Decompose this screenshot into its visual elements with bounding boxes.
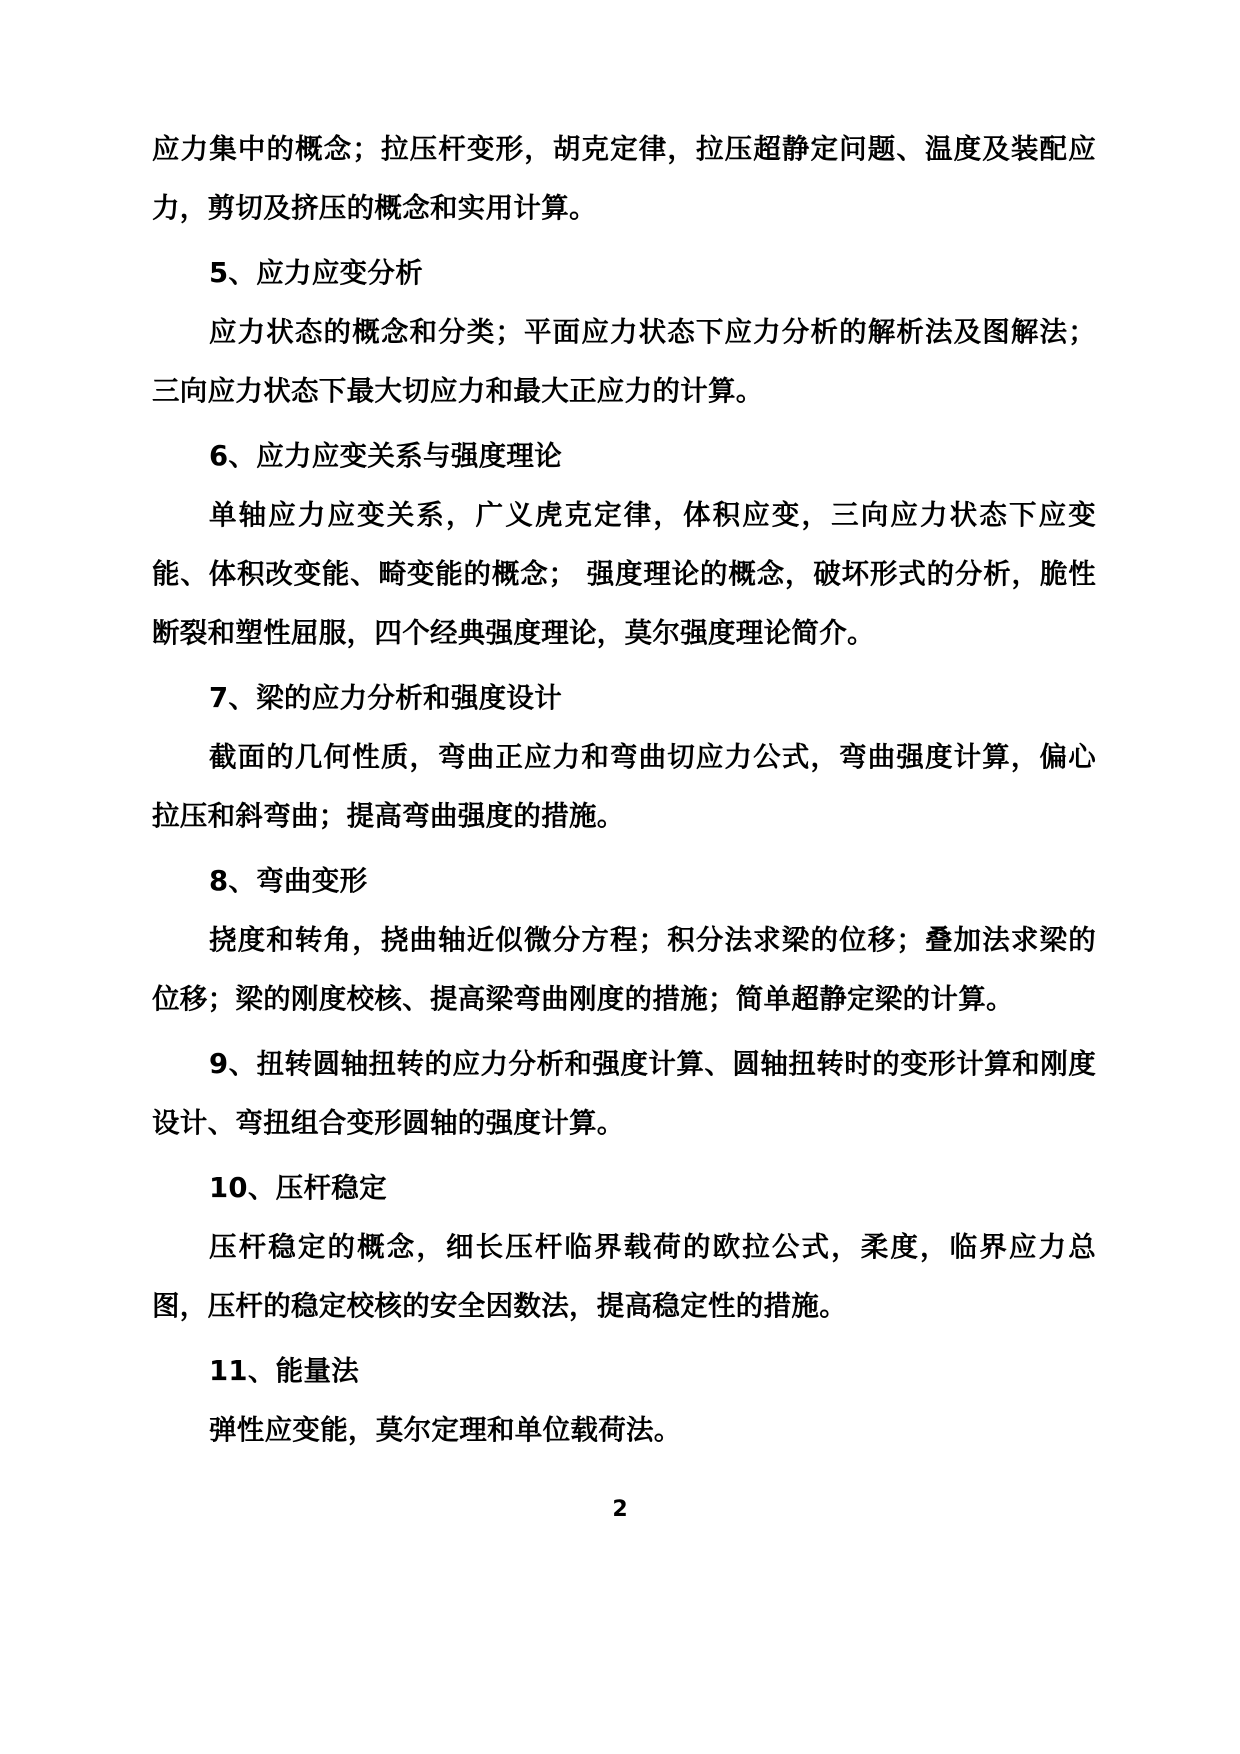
section-body-6: 单轴应力应变关系，广义虎克定律，体积应变，三向应力状态下应变能、体积改变能、畸变能的概念； 强度理论的概念，破坏形式的分析，脆性断裂和塑性屈服，四个经典强度理论，莫尔强度理论简介。 [152, 499, 1096, 649]
page-number: 2 [612, 1497, 628, 1522]
section-body-7: 截面的几何性质，弯曲正应力和弯曲切应力公式，弯曲强度计算，偏心拉压和斜弯曲；提高弯曲强度的措施。 [152, 741, 1096, 832]
section-11 [152, 1342, 1096, 1460]
section-heading-6: 6、应力应变关系与强度理论 [209, 440, 563, 472]
section-body-10: 压杆稳定的概念，细长压杆临界载荷的欧拉公式，柔度，临界应力总图，压杆的稳定校核的安全因数法，提高稳定性的措施。 [152, 1231, 1096, 1322]
section-heading-7: 7、梁的应力分析和强度设计 [209, 682, 563, 714]
section-body-8: 挠度和转角，挠曲轴近似微分方程；积分法求梁的位移；叠加法求梁的位移；梁的刚度校核、提高梁弯曲刚度的措施；简单超静定梁的计算。 [152, 924, 1096, 1015]
section-8 [152, 852, 1096, 1029]
section-heading-5: 5、应力应变分析 [209, 257, 424, 289]
section-7 [152, 669, 1096, 846]
section-heading-8: 8、弯曲变形 [209, 865, 368, 897]
section-body-5: 应力状态的概念和分类；平面应力状态下应力分析的解析法及图解法；三向应力状态下最大切应力和最大正应力的计算。 [152, 316, 1096, 407]
section-heading-9: 9、扭转圆轴扭转的应力分析和强度计算、圆轴扭转时的变形计算和刚度设计、弯扭组合变形圆轴的强度计算。 [152, 1048, 1096, 1139]
section-heading-11: 11、能量法 [209, 1355, 360, 1387]
document-body [152, 120, 1096, 1466]
paragraph-block-continued [152, 120, 1096, 238]
paragraph-text: 应力集中的概念；拉压杆变形，胡克定律，拉压超静定问题、温度及装配应力，剪切及挤压的概念和实用计算。 [152, 133, 1096, 224]
section-10 [152, 1159, 1096, 1336]
section-9 [152, 1035, 1096, 1153]
section-body-11: 弹性应变能，莫尔定理和单位载荷法。 [209, 1414, 682, 1446]
section-6 [152, 427, 1096, 663]
section-heading-10: 10、压杆稳定 [209, 1172, 387, 1204]
section-5 [152, 244, 1096, 421]
